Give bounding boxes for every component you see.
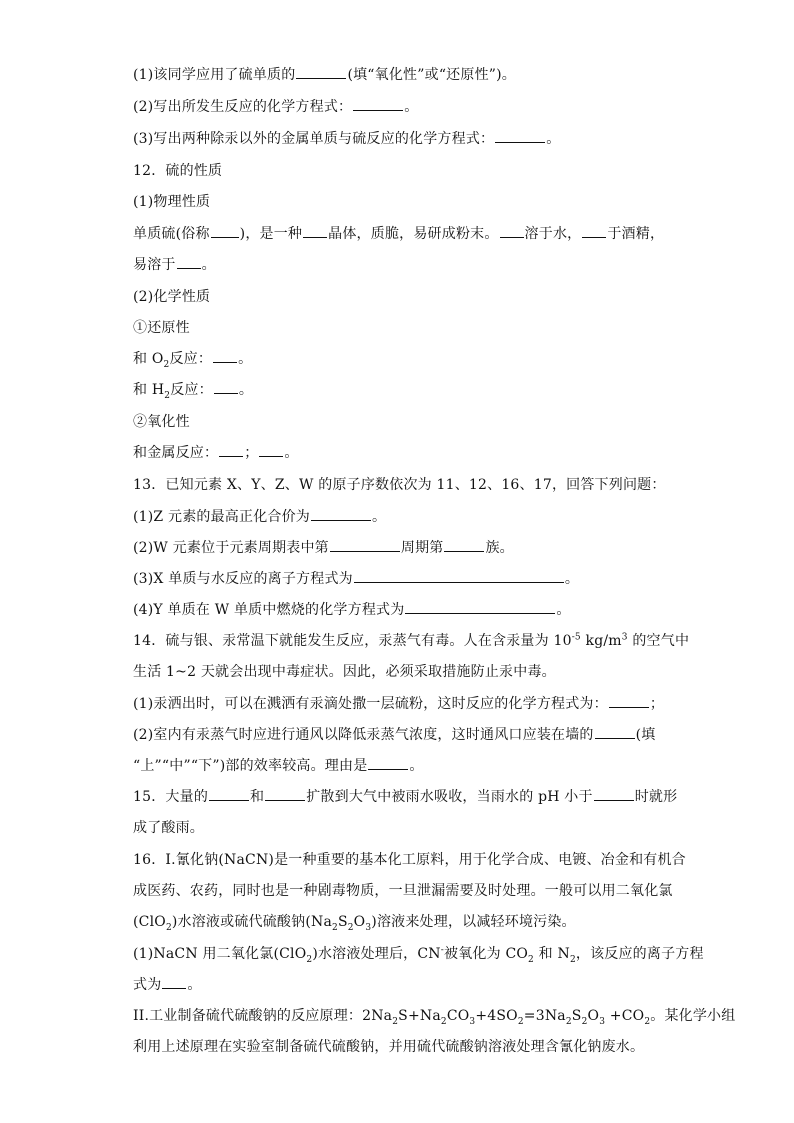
answer-blank <box>213 350 237 363</box>
answer-blank <box>211 225 239 238</box>
question-14-part-2-cont: “上”“中”“下”)部的效率较高。理由是 。 <box>133 758 424 774</box>
question-15-title: 15．大量的 和 扩散到大气中被雨水吸收，当雨水的 pH 小于 时就形 <box>133 789 678 805</box>
answer-blank <box>209 788 249 801</box>
question-11-part-1: (1)该同学应用了硫单质的 (填“氧化性”或“还原性”)。 <box>133 67 516 83</box>
question-11-part-2: (2)写出所发生反应的化学方程式： 。 <box>133 99 419 115</box>
answer-blank <box>303 225 327 238</box>
answer-blank <box>311 508 371 521</box>
reaction-with-o2: 和 $O_2$反应： 。 <box>133 351 253 370</box>
reaction-with-metals: 和金属反应： ； 。 <box>133 445 299 461</box>
question-13-part-4: (4)Y 单质在 W 单质中燃烧的化学方程式为 。 <box>133 602 571 618</box>
physical-properties-text-cont: 易溶于 。 <box>133 257 216 273</box>
answer-blank <box>444 539 484 552</box>
physical-properties-text: 单质硫(俗称 )，是一种 晶体，质脆，易研成粉末。 溶于水， 于酒精， <box>133 226 665 242</box>
question-16-text-3: (ClO$_2$)水溶液或硫代硫酸钠$(Na_2S_2O_3)$溶液来处理，以减轻环境污染。 <box>133 914 576 933</box>
answer-blank <box>219 444 243 457</box>
answer-blank <box>495 130 545 143</box>
question-11-part-3: (3)写出两种除汞以外的金属单质与硫反应的化学方程式： 。 <box>133 131 561 147</box>
answer-blank <box>368 757 408 770</box>
question-16-part-1-cont: 式为 。 <box>133 977 202 993</box>
question-16-part-1: (1)NaCN 用二氧化氯(ClO$_2$)水溶液处理后，CN-被氧化为 $CO_2$ 和 $N_2$，该反应的离子方程 <box>133 945 704 965</box>
reaction-with-h2: 和 $H_2$反应： 。 <box>133 382 254 401</box>
answer-blank <box>500 225 524 238</box>
answer-blank <box>330 539 400 552</box>
answer-blank <box>162 976 186 989</box>
chemical-properties-heading: (2)化学性质 <box>133 289 211 305</box>
physical-properties-heading: (1)物理性质 <box>133 194 211 210</box>
answer-blank <box>582 225 606 238</box>
reducibility-heading: ①还原性 <box>133 320 190 336</box>
question-12-title: 12．硫的性质 <box>133 163 223 179</box>
answer-blank <box>594 788 634 801</box>
question-16-part-2: II.工业制备硫代硫酸钠的反应原理：$2Na_2S+Na_2CO_3+4SO_2=3Na_2S_2O_3 +CO_2$。某化学小组 <box>133 1008 736 1027</box>
question-14-part-1: (1)汞洒出时，可以在溅洒有汞滴处撒一层硫粉，这时反应的化学方程式为： ； <box>133 696 665 712</box>
question-16-part-2-cont: 利用上述原理在实验室制备硫代硫酸钠，并用硫代硫酸钠溶液处理含氰化钠废水。 <box>133 1039 645 1055</box>
question-14-title: 14．硫与银、汞常温下就能发生反应，汞蒸气有毒。人在含汞量为 $10^{-5}$ $kg/m^3$ 的空气中 <box>133 632 690 649</box>
question-15-title-cont: 成了酸雨。 <box>133 820 204 836</box>
answer-blank <box>609 695 649 708</box>
question-16-text-2: 成医药、农药，同时也是一种剧毒物质，一旦泄漏需要及时处理。一般可以用二氧化氯 <box>133 883 673 899</box>
answer-blank <box>353 98 403 111</box>
answer-blank <box>595 726 635 739</box>
question-16-title: 16．I.氰化钠(NaCN)是一种重要的基本化工原料，用于化学合成、电镀、冶金和有机合 <box>133 852 686 868</box>
answer-blank <box>296 66 346 79</box>
answer-blank <box>259 444 283 457</box>
answer-blank <box>265 788 305 801</box>
oxidizability-heading: ②氧化性 <box>133 414 190 430</box>
answer-blank <box>354 570 564 583</box>
question-13-part-3: (3)X 单质与水反应的离子方程式为 。 <box>133 571 580 587</box>
answer-blank <box>405 601 555 614</box>
question-14-part-2: (2)室内有汞蒸气时应进行通风以降低汞蒸气浓度，这时通风口应装在墙的 (填 <box>133 727 656 743</box>
question-13-part-2: (2)W 元素位于元素周期表中第 周期第 族。 <box>133 540 514 556</box>
question-13-title: 13．已知元素 X、Y、Z、W 的原子序数依次为 11、12、16、17，回答下列问题： <box>133 477 666 493</box>
answer-blank <box>214 381 238 394</box>
question-14-title-cont: 生活 1~2 天就会出现中毒症状。因此，必须采取措施防止汞中毒。 <box>133 664 556 680</box>
answer-blank <box>177 256 201 269</box>
question-13-part-1: (1)Z 元素的最高正化合价为 。 <box>133 509 387 525</box>
